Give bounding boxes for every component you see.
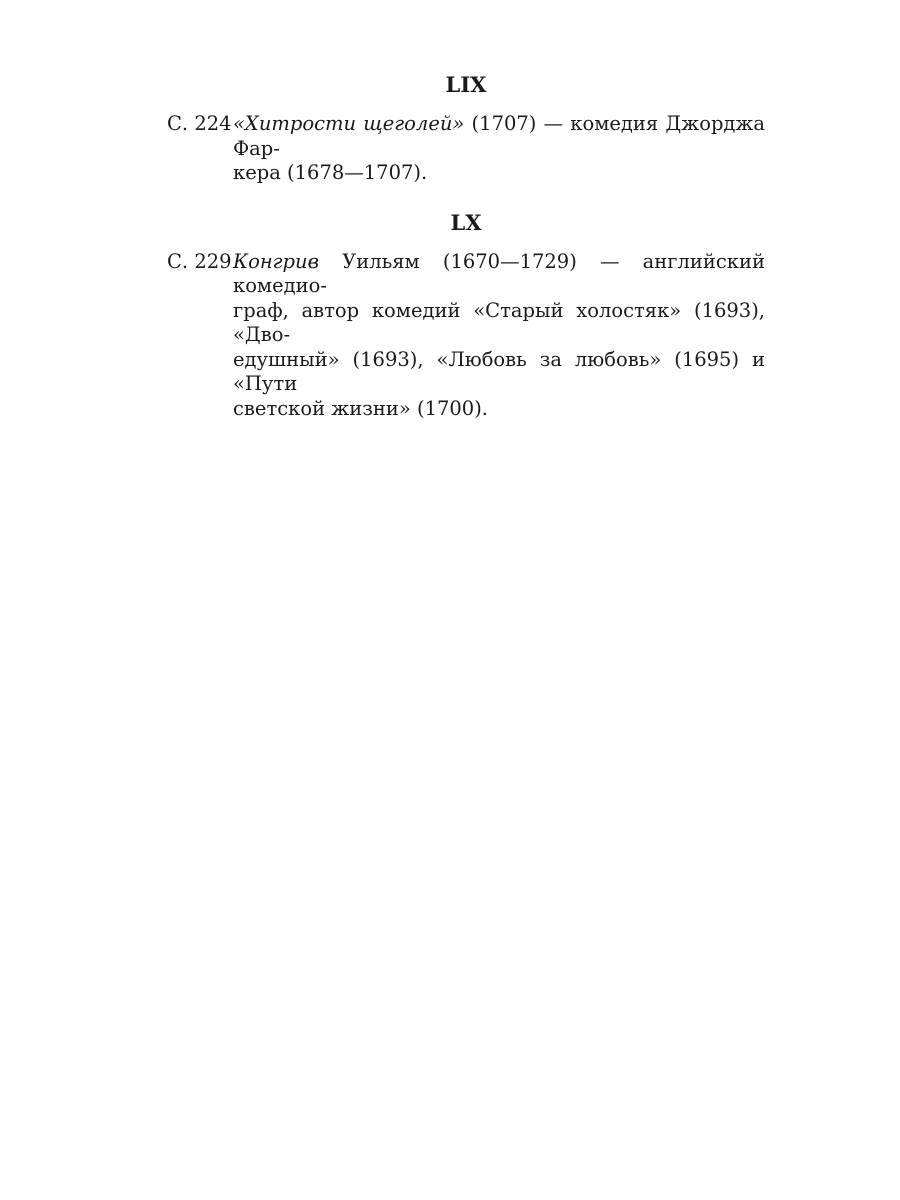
note-line: светской жизни» (1700). xyxy=(233,396,489,420)
page-body xyxy=(167,70,765,421)
page-reference: С. 224 xyxy=(167,112,232,135)
note-line: кера (1678—1707). xyxy=(233,161,428,184)
note-entry-lx xyxy=(167,250,765,422)
section-heading-lx: LX xyxy=(450,209,482,235)
page-reference: С. 229 xyxy=(167,249,232,273)
section-heading-lix: LIX xyxy=(445,72,487,97)
note-line xyxy=(233,250,765,299)
note-line xyxy=(233,112,765,161)
note-line: граф, автор комедий «Старый холостяк» (1693), «Дво- xyxy=(233,298,765,346)
work-title: «Хитрости щеголей» xyxy=(233,112,465,135)
note-line: едушный» (1693), «Любовь за любовь» (1695) и «Пути xyxy=(233,347,765,395)
note-text: Уильям (1670—1729) — английский комедио- xyxy=(233,249,765,297)
note-entry-lix xyxy=(167,112,765,186)
person-name: Конгрив xyxy=(233,249,319,273)
note-text: (1707) — комедия Джорджа Фар- xyxy=(233,112,765,160)
